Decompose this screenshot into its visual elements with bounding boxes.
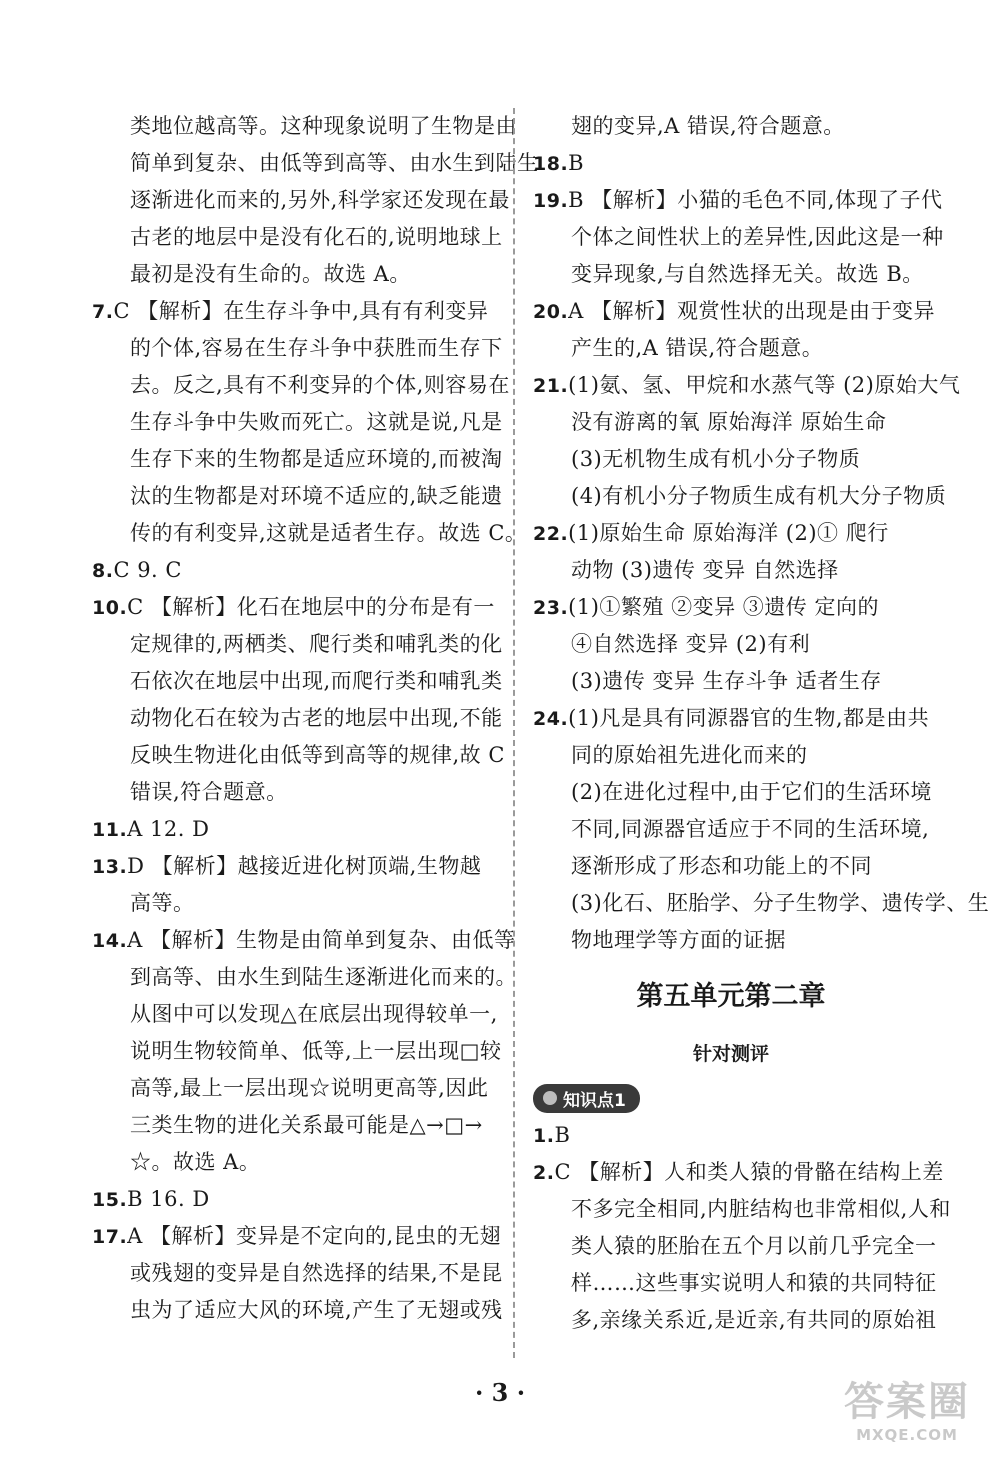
answer-line	[533, 108, 929, 145]
question-number: 14.	[92, 930, 128, 952]
answer-text: B	[568, 151, 585, 175]
question-number: 19.	[533, 190, 569, 212]
answer-text: 石依次在地层中出现,而爬行类和哺乳类	[130, 669, 503, 693]
answer-text: (3)无机物生成有机小分子物质	[571, 447, 861, 471]
answer-text: (1)①繁殖 ②变异 ③遗传 定向的	[568, 595, 879, 619]
answer-line	[533, 1191, 951, 1228]
answer-text: B	[554, 1123, 571, 1147]
answer-text: 生存斗争中失败而死亡。这就是说,凡是	[130, 410, 503, 434]
answer-text: (1)氨、氢、甲烷和水蒸气等 (2)原始大气	[568, 373, 961, 397]
answer-text: 同的原始祖先进化而来的	[571, 743, 808, 767]
answer-line	[92, 626, 503, 663]
answer-line	[92, 293, 494, 330]
badge-label: 知识点1	[563, 1090, 626, 1111]
answer-line	[92, 774, 494, 811]
answer-line	[92, 182, 510, 219]
answer-line	[92, 848, 494, 885]
answer-text: 错误,符合题意。	[130, 780, 288, 804]
answer-line	[92, 256, 494, 293]
answer-text: A 12. D	[127, 817, 210, 841]
answer-line	[533, 848, 929, 885]
answer-line	[533, 552, 929, 589]
answer-text: 没有游离的氧 原始海洋 原始生命	[571, 410, 887, 434]
left-column	[92, 108, 539, 1329]
answer-text: 虫为了适应大风的环境,产生了无翅或残	[130, 1298, 503, 1322]
page-number: · 3 ·	[474, 1378, 526, 1407]
answer-line	[92, 1181, 494, 1218]
answer-text: 类人猿的胚胎在五个月以前几乎完全一	[571, 1234, 937, 1258]
question-number: 15.	[92, 1189, 128, 1211]
question-number: 23.	[533, 597, 569, 619]
answer-line	[92, 959, 517, 996]
answer-line	[533, 626, 929, 663]
answer-text: 不多完全相同,内脏结构也非常相似,人和	[571, 1197, 951, 1221]
answer-line	[92, 996, 498, 1033]
answer-text: A 【解析】变异是不定向的,昆虫的无翅	[127, 1224, 502, 1248]
answer-text: ④自然选择 变异 (2)有利	[571, 632, 811, 656]
question-number: 2.	[533, 1162, 555, 1184]
answer-text: (1)凡是具有同源器官的生物,都是由共	[568, 706, 930, 730]
question-number: 7.	[92, 301, 114, 323]
answer-text: 产生的,A 错误,符合题意。	[571, 336, 824, 360]
answer-text: C 【解析】化石在地层中的分布是有一	[127, 595, 495, 619]
answer-line	[92, 1107, 494, 1144]
answer-text: 逐渐进化而来的,另外,科学家还发现在最	[130, 188, 510, 212]
answer-line	[533, 256, 929, 293]
question-number: 1.	[533, 1125, 555, 1147]
answer-text: 去。反之,具有不利变异的个体,则容易在	[130, 373, 510, 397]
answer-text: 逐渐形成了形态和功能上的不同	[571, 854, 872, 878]
answer-text: 简单到复杂、由低等到高等、由水生到陆生	[130, 151, 539, 175]
answer-line	[92, 1144, 494, 1181]
answer-text: 最初是没有生命的。故选 A。	[130, 262, 411, 286]
answer-line	[533, 367, 961, 404]
answer-text: 古老的地层中是没有化石的,说明地球上	[130, 225, 503, 249]
answer-line	[92, 811, 494, 848]
answer-text: A 【解析】观赏性状的出现是由于变异	[568, 299, 936, 323]
knowledge-point-row	[533, 1079, 929, 1117]
answer-line	[92, 145, 539, 182]
question-number: 20.	[533, 301, 569, 323]
answer-line	[533, 441, 929, 478]
answer-line	[533, 774, 932, 811]
answer-line	[533, 1265, 937, 1302]
answer-line	[533, 330, 929, 367]
answer-text: A 【解析】生物是由简单到复杂、由低等	[127, 928, 516, 952]
answer-text: (3)化石、胚胎学、分子生物学、遗传学、生	[571, 891, 990, 915]
answer-line	[92, 1070, 494, 1107]
answer-line	[533, 515, 929, 552]
answer-text: 或残翅的变异是自然选择的结果,不是昆	[130, 1261, 503, 1285]
answer-text: 不同,同源器官适应于不同的生活环境,	[571, 817, 930, 841]
answer-text: 样……这些事实说明人和猿的共同特征	[571, 1271, 937, 1295]
answer-line	[92, 515, 527, 552]
watermark-main: 答案圈	[844, 1379, 970, 1425]
answer-text: 类地位越高等。这种现象说明了生物是由	[130, 114, 517, 138]
answer-line	[92, 404, 503, 441]
answer-text: C 【解析】在生存斗争中,具有有利变异	[113, 299, 489, 323]
answer-line	[92, 663, 503, 700]
section-subheading: 针对测评	[692, 1043, 769, 1065]
knowledge-point-badge	[533, 1084, 640, 1113]
answer-line	[92, 1292, 503, 1329]
answer-text: 物地理学等方面的证据	[571, 928, 786, 952]
answer-line	[533, 219, 944, 256]
answer-text: 变异现象,与自然选择无关。故选 B。	[571, 262, 924, 286]
right-column-answers	[533, 108, 990, 959]
answer-text: 三类生物的进化关系最可能是△→□→	[130, 1113, 483, 1137]
question-number: 8.	[92, 560, 114, 582]
question-number: 18.	[533, 153, 569, 175]
answer-text: 汰的生物都是对环境不适应的,缺乏能遗	[130, 484, 503, 508]
answer-text: ☆。故选 A。	[130, 1150, 261, 1174]
answer-line	[92, 700, 503, 737]
answer-text: 定规律的,两栖类、爬行类和哺乳类的化	[130, 632, 503, 656]
section-heading: 第五单元第二章	[636, 981, 826, 1012]
answer-text: (2)在进化过程中,由于它们的生活环境	[571, 780, 932, 804]
answer-text: 个体之间性状上的差异性,因此这是一种	[571, 225, 944, 249]
answer-text: (3)遗传 变异 生存斗争 适者生存	[571, 669, 882, 693]
answer-text: C 9. C	[113, 558, 182, 582]
answer-line	[533, 663, 929, 700]
answer-line	[92, 478, 503, 515]
answer-text: C 【解析】人和类人猿的骨骼在结构上差	[554, 1160, 944, 1184]
answer-line	[533, 182, 943, 219]
answer-text: 说明生物较简单、低等,上一层出现□较	[130, 1039, 502, 1063]
answer-text: 从图中可以发现△在底层出现得较单一,	[130, 1002, 498, 1026]
question-number: 22.	[533, 523, 569, 545]
answer-text: 到高等、由水生到陆生逐渐进化而来的。	[130, 965, 517, 989]
answer-text: 高等。	[130, 891, 195, 915]
answer-text: 传的有利变异,这就是适者生存。故选 C。	[130, 521, 527, 545]
answer-text: 的个体,容易在生存斗争中获胜而生存下	[130, 336, 503, 360]
answer-line	[533, 145, 929, 182]
answer-line	[92, 1033, 502, 1070]
answer-line	[533, 1228, 937, 1265]
answer-line	[533, 293, 936, 330]
answer-text: 多,亲缘关系近,是近亲,有共同的原始祖	[571, 1308, 937, 1332]
answer-text: B 16. D	[127, 1187, 210, 1211]
answer-text: 动物 (3)遗传 变异 自然选择	[571, 558, 839, 582]
answer-line	[533, 700, 929, 737]
answer-line	[92, 441, 503, 478]
answer-line	[533, 404, 929, 441]
question-number: 13.	[92, 856, 128, 878]
answer-line	[92, 1255, 503, 1292]
answer-line	[92, 219, 503, 256]
answer-line	[92, 922, 516, 959]
question-number: 24.	[533, 708, 569, 730]
answer-line	[92, 108, 517, 145]
answer-line	[92, 367, 510, 404]
question-number: 10.	[92, 597, 128, 619]
answer-line	[92, 885, 494, 922]
watermark-logo	[832, 1378, 982, 1452]
answer-line	[92, 552, 494, 589]
answer-text: 动物化石在较为古老的地层中出现,不能	[130, 706, 503, 730]
answer-line	[533, 1154, 944, 1191]
watermark-sub: MXQE.COM	[856, 1426, 958, 1444]
answer-line	[533, 922, 929, 959]
answer-line	[533, 811, 929, 848]
answer-text: D 【解析】越接近进化树顶端,生物越	[127, 854, 482, 878]
right-column-section-answers	[533, 1117, 951, 1339]
right-column	[533, 108, 990, 1339]
question-number: 21.	[533, 375, 569, 397]
answer-line	[533, 589, 929, 626]
answer-line	[92, 330, 503, 367]
answer-line	[533, 885, 990, 922]
answer-line	[533, 1302, 937, 1339]
answer-text: 生存下来的生物都是适应环境的,而被淘	[130, 447, 503, 471]
answer-line	[92, 589, 494, 626]
answer-text: 反映生物进化由低等到高等的规律,故 C	[130, 743, 505, 767]
answer-text: (1)原始生命 原始海洋 (2)① 爬行	[568, 521, 889, 545]
answer-line	[92, 1218, 502, 1255]
answer-text: (4)有机小分子物质生成有机大分子物质	[571, 484, 947, 508]
answer-line	[533, 478, 947, 515]
question-number: 11.	[92, 819, 128, 841]
answer-line	[92, 737, 505, 774]
column-divider	[513, 108, 515, 1358]
answer-text: 高等,最上一层出现☆说明更高等,因此	[130, 1076, 489, 1100]
answer-text: 翅的变异,A 错误,符合题意。	[571, 114, 845, 138]
answer-text: B 【解析】小猫的毛色不同,体现了子代	[568, 188, 943, 212]
badge-dot-icon	[543, 1091, 557, 1105]
answer-line	[533, 737, 929, 774]
question-number: 17.	[92, 1226, 128, 1248]
answer-line	[533, 1117, 929, 1154]
